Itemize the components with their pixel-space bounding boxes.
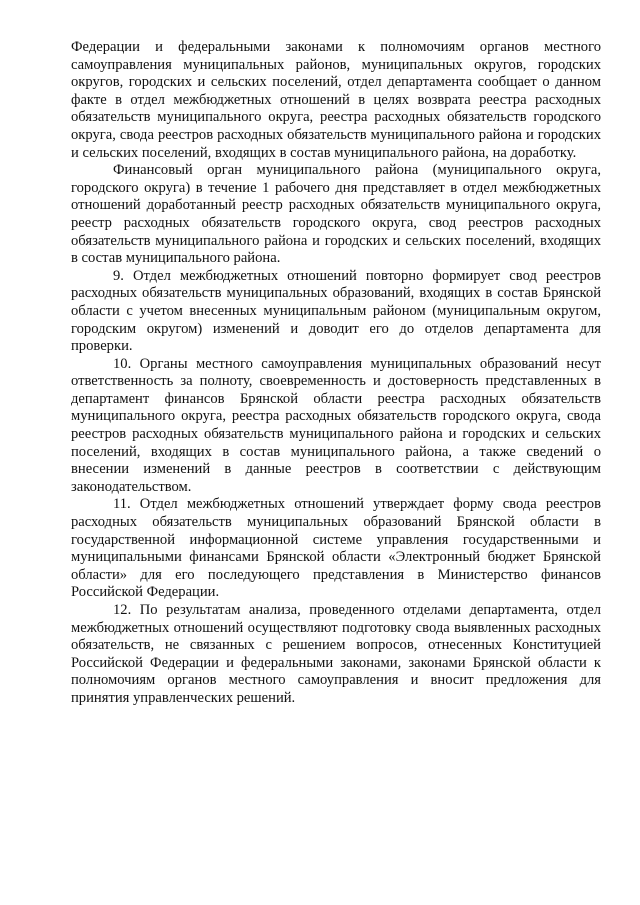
paragraph-item-10: 10. Органы местного самоуправления муниципальных образований несут ответственность за полноту, своевременность и достоверность представленных в департамент финансов Брянской области реестра расходных обязательств муниципального округа, реестра расходных обязательств городского округа, свода реестров расходных обязательств муниципального района и городских и сельских поселений, входящих в состав муниципального района, а также сведений о внесении изменений в данные реестров в соответствии с действующим законодательством. bbox=[71, 355, 601, 495]
paragraph-continuation: Федерации и федеральными законами к полномочиям органов местного самоуправления муниципальных районов, муниципальных округов, городских округов, городских и сельских поселений, отдел департамента сообщает о данном факте в отдел межбюджетных отношений в целях возврата реестра расходных обязательств муниципального округа, реестра расходных обязательств городского округа, свода реестров расходных обязательств муниципального района и городских и сельских поселений, входящих в состав муниципального района, на доработку. bbox=[71, 39, 601, 161]
document-body bbox=[71, 39, 601, 708]
paragraph-item-11: 11. Отдел межбюджетных отношений утверждает форму свода реестров расходных обязательств муниципальных образований Брянской области в государственной информационной системе управления государственными и муниципальными финансами Брянской области «Электронный бюджет Брянской области» для его последующего представления в Министерство финансов Российской Федерации. bbox=[71, 496, 601, 601]
paragraph-financial-organ: Финансовый орган муниципального района (муниципального округа, городского округа) в течение 1 рабочего дня представляет в отдел межбюджетных отношений доработанный реестр расходных обязательств муниципального округа, реестр расходных обязательств городского округа, свод реестров расходных обязательств муниципального района и городских и сельских поселений, входящих в состав муниципального района. bbox=[71, 162, 601, 267]
paragraph-item-9: 9. Отдел межбюджетных отношений повторно формирует свод реестров расходных обязательств муниципальных образований, входящих в состав Брянской области с учетом внесенных муниципальным районом (муниципальным округом, городским округом) изменений и доводит его до отделов департамента для проверки. bbox=[71, 267, 601, 355]
paragraph-item-12: 12. По результатам анализа, проведенного отделами департамента, отдел межбюджетных отношений осуществляют подготовку свода выявленных расходных обязательств, не связанных с решением вопросов, отнесенных Конституцией Российской Федерации и федеральными законами, законами Брянской области к полномочиям органов местного самоуправления и вносит предложения для принятия управленческих решений. bbox=[71, 602, 601, 706]
